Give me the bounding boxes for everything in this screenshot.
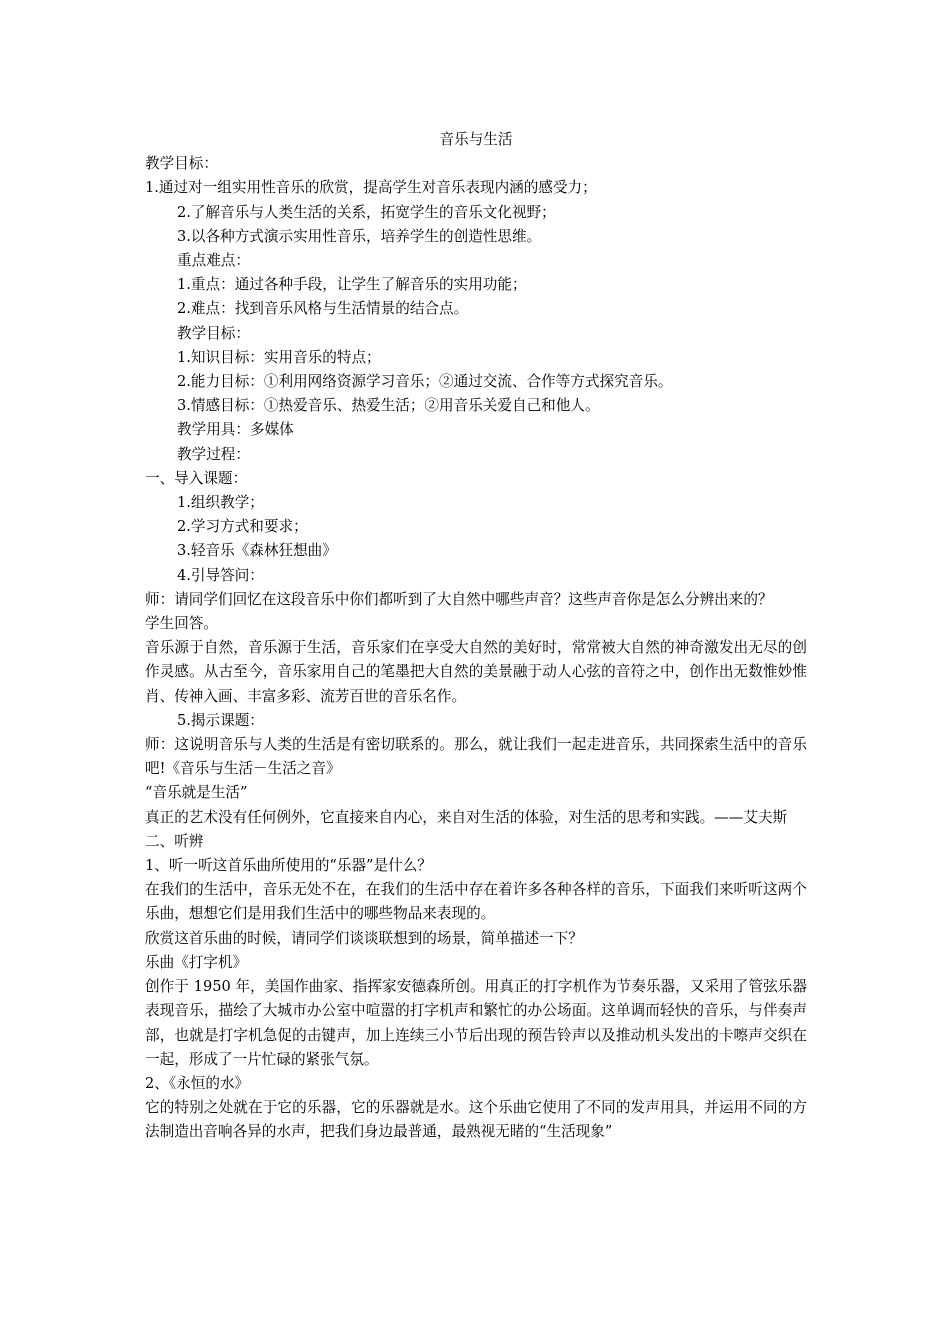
paragraph: 在我们的生活中，音乐无处不在，在我们的生活中存在着许多各种各样的音乐，下面我们来听听这两个乐曲，想想它们是用我们生活中的哪些物品来表现的。: [145, 881, 807, 923]
paragraph: 师：这说明音乐与人类的生活是有密切联系的。那么，就让我们一起走进音乐，共同探索生活中的音乐吧!《音乐与生活－生活之音》: [145, 736, 807, 778]
paragraph: 2.能力目标：①利用网络资源学习音乐；②通过交流、合作等方式探究音乐。: [177, 373, 673, 391]
paragraph: 3.轻音乐《森林狂想曲》: [177, 542, 337, 560]
paragraph: 创作于 1950 年，美国作曲家、指挥家安德森所创。用真正的打字机作为节奏乐器，又采用了管弦乐器表现音乐，描绘了大城市办公室中喧嚣的打字机声和繁忙的办公场面。这单调而轻快的音乐，与伴奏声部，也就是打字机急促的击键声，加上连续三小节后出现的预告铃声以及推动机头发出的卡嚓声交织在一起，形成了一片忙碌的紧张气氛。: [145, 978, 807, 1068]
paragraph: 2.学习方式和要求；: [177, 518, 308, 536]
paragraph: 2、《永恒的水》: [145, 1074, 250, 1092]
document-title: 音乐与生活: [439, 131, 513, 148]
paragraph: 2.难点：找到音乐风格与生活情景的结合点。: [177, 300, 469, 318]
paragraph: 3.情感目标：①热爱音乐、热爱生活；②用音乐关爱自己和他人。: [177, 397, 600, 415]
paragraph: 真正的艺术没有任何例外，它直接来自内心，来自对生活的体验，对生活的思考和实践。——艾夫斯: [145, 808, 788, 826]
paragraph: 教学用具：多媒体: [177, 421, 294, 439]
paragraph: 1.组织教学；: [177, 494, 264, 512]
document-body: [145, 128, 807, 1145]
paragraph: 欣赏这首乐曲的时候，请同学们谈谈联想到的场景，简单描述一下？: [145, 929, 583, 947]
paragraph: 1、听一听这首乐曲所使用的“乐器”是什么？: [145, 857, 432, 875]
paragraph: 重点难点：: [177, 252, 250, 269]
paragraph: “音乐就是生活”: [145, 784, 248, 802]
paragraph: 4.引导答问：: [177, 566, 264, 584]
paragraph: 音乐源于自然，音乐源于生活，音乐家们在享受大自然的美好时，常常被大自然的神奇激发出无尽的创作灵感。从古至今，音乐家用自己的笔墨把大自然的美景融于动人心弦的音符之中，创作出无数惟妙惟肖、传神入画、丰富多彩、流芳百世的音乐名作。: [145, 639, 807, 705]
paragraph: 教学目标：: [177, 324, 250, 342]
paragraph: 一、导入课题：: [145, 469, 248, 487]
paragraph: 2.了解音乐与人类生活的关系，拓宽学生的音乐文化视野；: [177, 203, 556, 221]
paragraph: 教学目标：: [145, 155, 218, 173]
paragraph: 1.重点：通过各种手段，让学生了解音乐的实用功能；: [177, 276, 527, 294]
paragraph: 乐曲《打字机》: [145, 953, 248, 971]
paragraph-list: [145, 152, 807, 1144]
paragraph: 二、听辨: [145, 832, 204, 850]
paragraph: 3.以各种方式演示实用性音乐，培养学生的创造性思维。: [177, 227, 542, 245]
paragraph: 1.知识目标：实用音乐的特点；: [177, 348, 381, 366]
paragraph: 1.通过对一组实用性音乐的欣赏，提高学生对音乐表现内涵的感受力；: [145, 179, 597, 197]
paragraph: 教学过程：: [177, 445, 250, 463]
paragraph: 它的特别之处就在于它的乐器，它的乐器就是水。这个乐曲它使用了不同的发声用具，并运用不同的方法制造出音响各异的水声，把我们身边最普通，最熟视无睹的“生活现象”: [145, 1099, 807, 1141]
paragraph: 5.揭示课题：: [177, 711, 264, 729]
paragraph: 学生回答。: [145, 615, 218, 633]
paragraph: 师：请同学们回忆在这段音乐中你们都听到了大自然中哪些声音？这些声音你是怎么分辨出来的？: [145, 590, 773, 608]
